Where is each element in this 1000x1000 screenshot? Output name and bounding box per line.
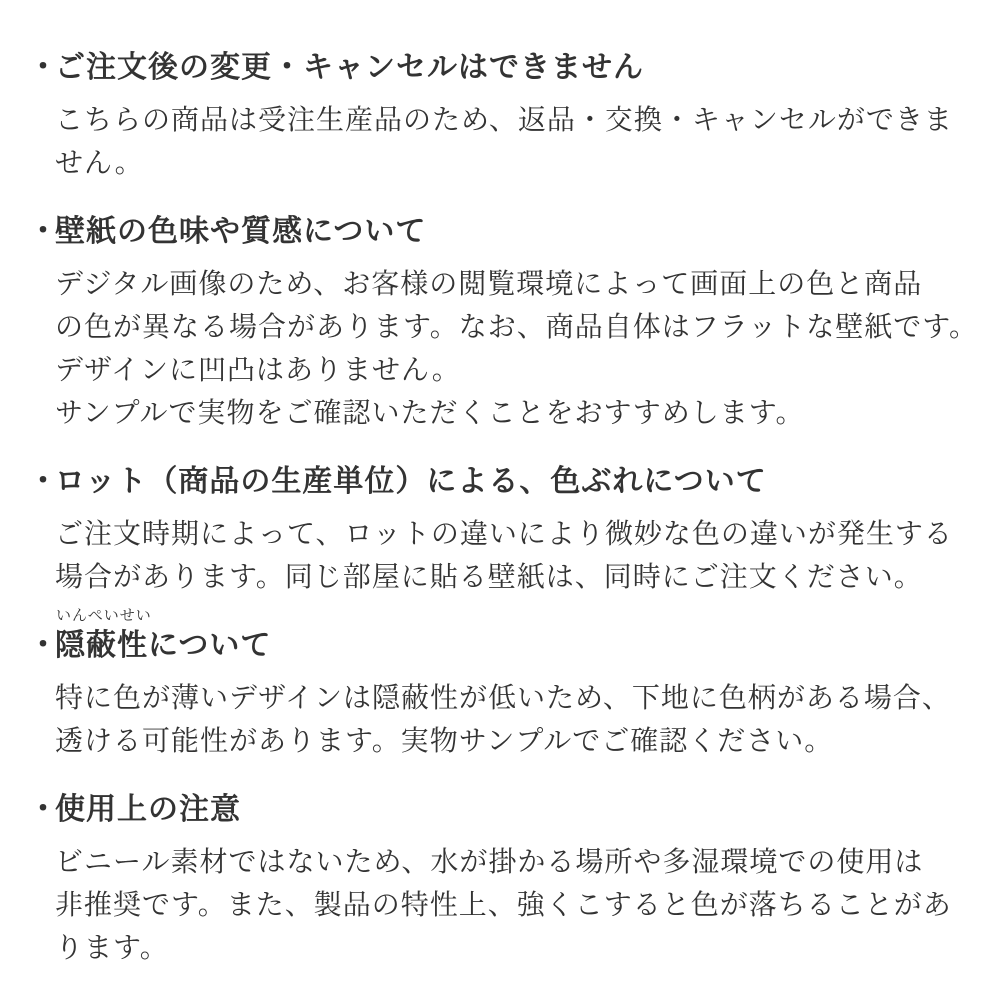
section-heading: ご注文後の変更・キャンセルはできません xyxy=(55,51,644,84)
bullet-marker: ・ xyxy=(28,215,58,248)
section-opacity xyxy=(0,607,965,762)
bullet-marker: ・ xyxy=(28,465,58,498)
body-text-line: 非推奨です。また、製品の特性上、強くこすると色が落ちることがあ xyxy=(55,889,952,920)
heading-suffix-text: について xyxy=(148,629,272,662)
bullet-marker: ・ xyxy=(28,629,58,662)
ruby-term xyxy=(55,607,152,664)
section-lot-variation xyxy=(0,464,965,598)
section-heading: 使用上の注意 xyxy=(55,793,241,826)
body-text-line: ビニール素材ではないため、水が掛かる場所や多湿環境での使用は xyxy=(55,846,924,877)
body-text-line: せん。 xyxy=(55,147,144,178)
body-text-line: デザインに凹凸はありません。 xyxy=(55,354,461,385)
section-heading: ロット（商品の生産単位）による、色ぶれについて xyxy=(55,465,767,498)
section-usage-caution xyxy=(0,792,965,969)
body-text-line: の色が異なる場合があります。なお、商品自体はフラットな壁紙です。 xyxy=(55,311,978,342)
section-color-texture xyxy=(0,214,978,434)
ruby-base-text: 隠蔽性 xyxy=(55,629,148,662)
section-order-cancel xyxy=(0,50,965,184)
bullet-marker: ・ xyxy=(28,793,58,826)
body-text-line: こちらの商品は受注生産品のため、返品・交換・キャンセルができま xyxy=(55,104,953,135)
body-text-line: デジタル画像のため、お客様の閲覧環境によって画面上の色と商品 xyxy=(55,268,923,299)
body-text-line: 透ける可能性があります。実物サンプルでご確認ください。 xyxy=(55,725,834,756)
body-text-line: 特に色が薄いデザインは隠蔽性が低いため、下地に色柄がある場合、 xyxy=(55,682,951,713)
body-text-line: ります。 xyxy=(55,932,169,963)
body-text-line: ご注文時期によって、ロットの違いにより微妙な色の違いが発生する xyxy=(55,518,953,549)
body-text-line: 場合があります。同じ部屋に貼る壁紙は、同時にご注文ください。 xyxy=(55,561,923,592)
furigana-reading: いんぺいせい xyxy=(56,607,152,624)
body-text-line: サンプルで実物をご確認いただくことをおすすめします。 xyxy=(55,397,805,428)
section-heading xyxy=(55,607,965,664)
section-heading: 壁紙の色味や質感について xyxy=(55,215,427,248)
bullet-marker: ・ xyxy=(28,51,58,84)
